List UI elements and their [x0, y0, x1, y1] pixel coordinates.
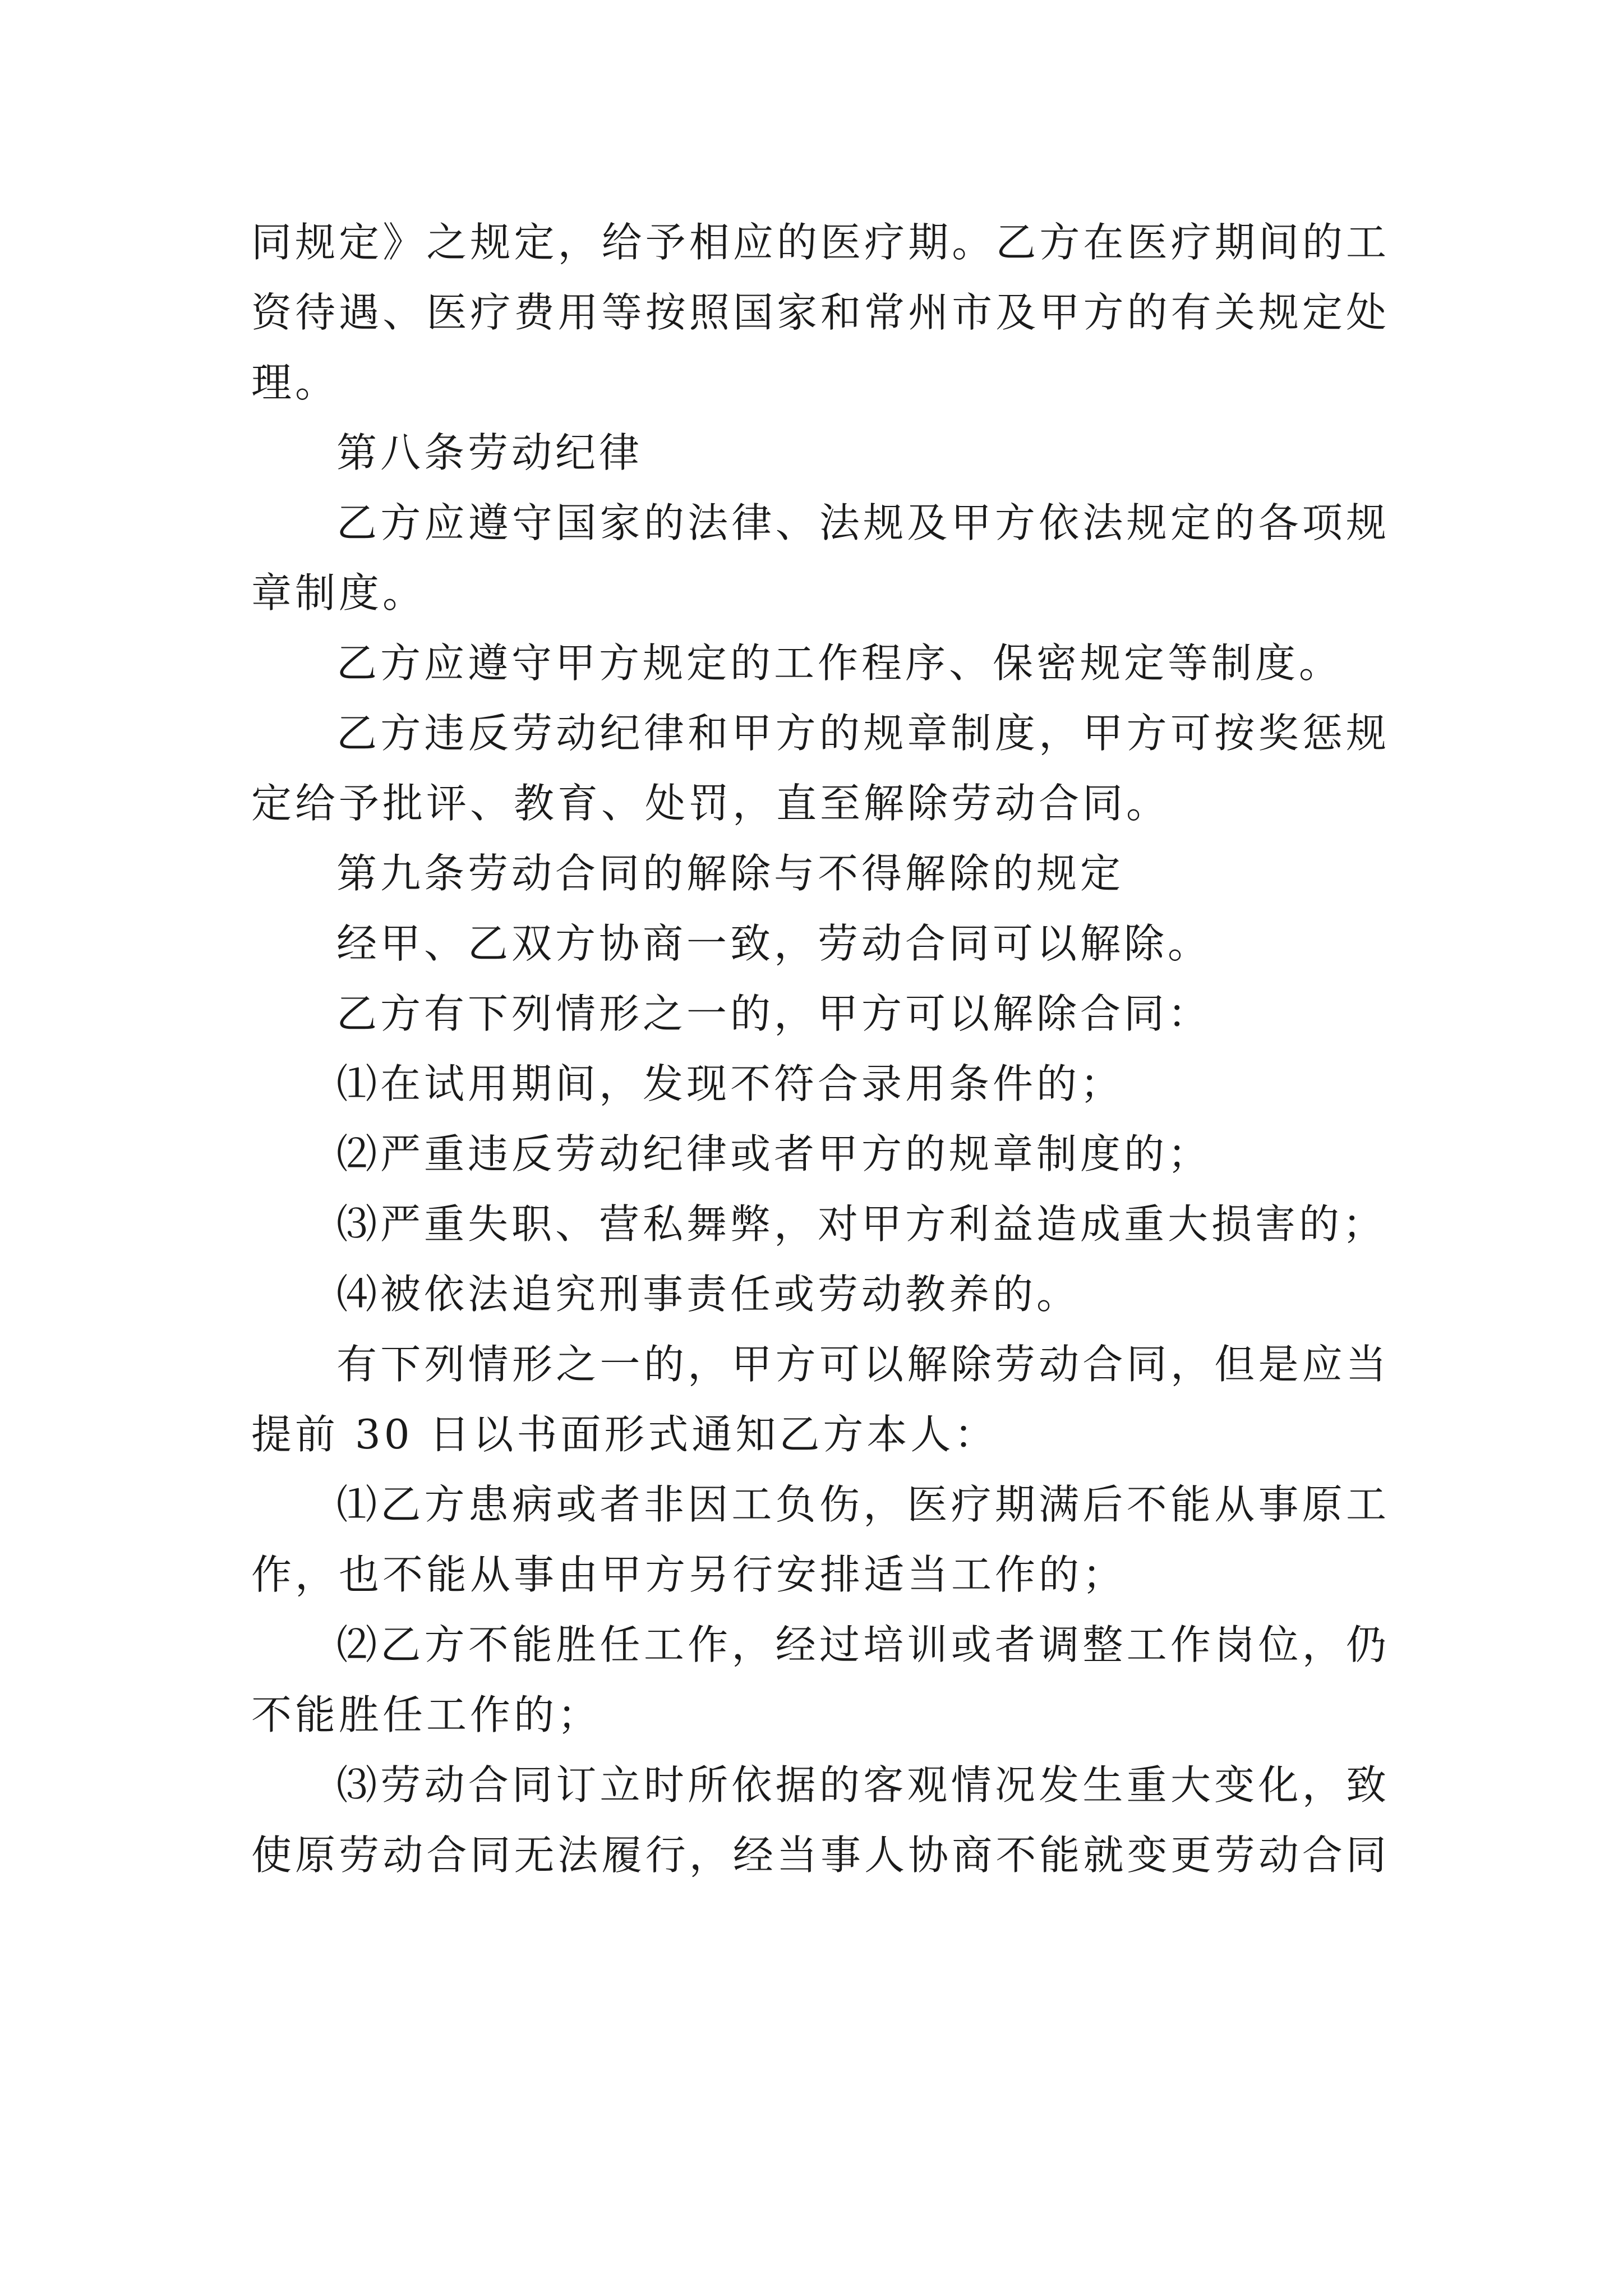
text-line: 资待遇、医疗费用等按照国家和常州市及甲方的有关规定处 [251, 289, 1390, 336]
list-item: ⑷被依法追究刑事责任或劳动教养的。 [336, 1271, 1081, 1318]
text-line: 理。 [251, 359, 339, 406]
list-item: ⑴乙方患病或者非因工负伤，医疗期满后不能从事原工 [336, 1481, 1390, 1528]
text-line: 章制度。 [251, 569, 427, 616]
list-item: ⑶劳动合同订立时所依据的客观情况发生重大变化，致 [336, 1761, 1390, 1809]
list-item: ⑴在试用期间，发现不符合录用条件的； [336, 1060, 1124, 1107]
text-line: 提前 30 日以书面形式通知乙方本人： [251, 1411, 998, 1458]
document-page [251, 208, 1390, 1890]
section-heading-article-9: 第九条劳动合同的解除与不得解除的规定 [336, 850, 1124, 897]
text-line: 乙方违反劳动纪律和甲方的规章制度，甲方可按奖惩规 [336, 710, 1390, 757]
section-heading-article-8: 第八条劳动纪律 [336, 429, 643, 476]
text-line: 乙方有下列情形之一的，甲方可以解除合同： [336, 990, 1212, 1037]
text-line: 作，也不能从事由甲方另行安排适当工作的； [251, 1551, 1127, 1598]
text-line: 使原劳动合同无法履行，经当事人协商不能就变更劳动合同 [251, 1832, 1390, 1879]
text-line: 定给予批评、教育、处罚，直至解除劳动合同。 [251, 780, 1170, 827]
list-item: ⑵乙方不能胜任工作，经过培训或者调整工作岗位，仍 [336, 1621, 1390, 1668]
list-item: ⑶严重失职、营私舞弊，对甲方利益造成重大损害的； [336, 1200, 1387, 1248]
text-line: 经甲、乙双方协商一致，劳动合同可以解除。 [336, 920, 1212, 967]
text-line: 有下列情形之一的，甲方可以解除劳动合同，但是应当 [336, 1341, 1390, 1388]
text-line: 同规定》之规定，给予相应的医疗期。乙方在医疗期间的工 [251, 219, 1390, 266]
text-line: 乙方应遵守国家的法律、法规及甲方依法规定的各项规 [336, 499, 1390, 546]
list-item: ⑵严重违反劳动纪律或者甲方的规章制度的； [336, 1130, 1212, 1177]
text-line: 不能胜任工作的； [251, 1691, 602, 1738]
text-line: 乙方应遵守甲方规定的工作程序、保密规定等制度。 [336, 639, 1343, 687]
